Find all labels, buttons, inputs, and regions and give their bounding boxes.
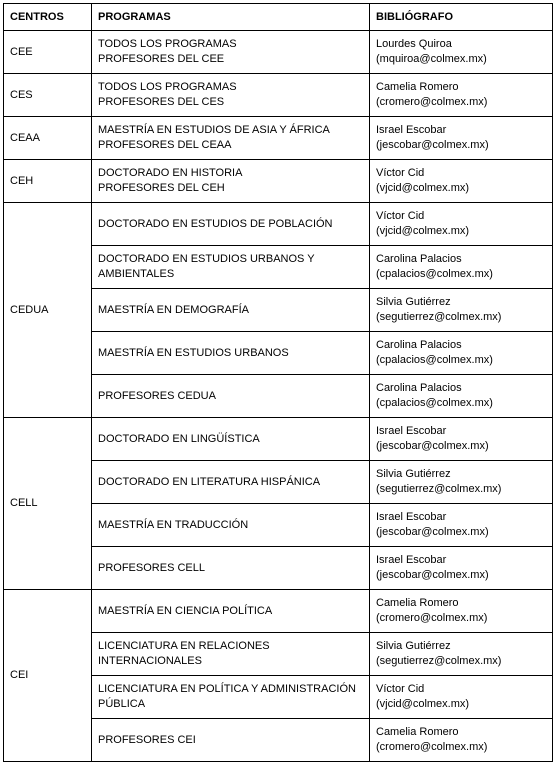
- bibliografo-cell: [370, 461, 553, 504]
- header-row: [4, 4, 553, 31]
- bibliografo-name: Víctor Cid: [376, 683, 425, 695]
- bibliografo-cell: [370, 246, 553, 289]
- bibliografo-cell: [370, 203, 553, 246]
- bibliografo-email: (jescobar@colmex.mx): [376, 139, 489, 151]
- bibliografo-cell: [370, 74, 553, 117]
- table-row: [4, 418, 553, 461]
- bibliografo-email: (cpalacios@colmex.mx): [376, 268, 493, 280]
- programa-cell: [92, 332, 370, 375]
- bibliografo-name: Carolina Palacios: [376, 382, 462, 394]
- programa-line: DOCTORADO EN ESTUDIOS URBANOS Y: [98, 253, 315, 265]
- bibliografo-email: (cromero@colmex.mx): [376, 612, 488, 624]
- bibliografo-cell: [370, 375, 553, 418]
- bibliografo-cell: [370, 590, 553, 633]
- programa-cell: [92, 719, 370, 762]
- programa-cell: [92, 203, 370, 246]
- bibliografo-email: (vjcid@colmex.mx): [376, 225, 470, 237]
- bibliografo-email: (jescobar@colmex.mx): [376, 526, 489, 538]
- programa-line: LICENCIATURA EN POLÍTICA Y ADMINISTRACIÓN: [98, 683, 356, 695]
- programa-line: PÚBLICA: [98, 698, 146, 710]
- bibliografo-name: Silvia Gutiérrez: [376, 640, 451, 652]
- bibliografo-cell: [370, 332, 553, 375]
- centro-cell: CEE: [4, 31, 92, 74]
- programa-line: MAESTRÍA EN ESTUDIOS DE ASIA Y ÁFRICA: [98, 124, 330, 136]
- bibliografo-name: Israel Escobar: [376, 554, 447, 566]
- table-body: [4, 31, 553, 762]
- programa-line: AMBIENTALES: [98, 268, 175, 280]
- programa-cell: [92, 504, 370, 547]
- programa-line: LICENCIATURA EN RELACIONES: [98, 640, 270, 652]
- bibliografo-cell: [370, 719, 553, 762]
- table-row: [4, 203, 553, 246]
- programa-line: MAESTRÍA EN ESTUDIOS URBANOS: [98, 346, 289, 359]
- bibliografo-cell: [370, 676, 553, 719]
- centro-cell: CEH: [4, 160, 92, 203]
- programa-line: PROFESORES DEL CES: [98, 96, 225, 108]
- programa-line: PROFESORES DEL CEH: [98, 182, 225, 194]
- bibliografo-name: Carolina Palacios: [376, 339, 462, 351]
- bibliografo-cell: [370, 418, 553, 461]
- bibliografo-email: (segutierrez@colmex.mx): [376, 483, 502, 495]
- programa-line: PROFESORES DEL CEE: [98, 53, 225, 65]
- bibliografo-name: Carolina Palacios: [376, 253, 462, 265]
- programa-cell: [92, 418, 370, 461]
- table-row: [4, 31, 553, 74]
- bibliographers-table: [3, 3, 553, 762]
- bibliografo-name: Israel Escobar: [376, 425, 447, 437]
- bibliografo-email: (jescobar@colmex.mx): [376, 440, 489, 452]
- programa-line: DOCTORADO EN HISTORIA: [98, 167, 243, 179]
- bibliografo-email: (jescobar@colmex.mx): [376, 569, 489, 581]
- bibliografo-email: (cpalacios@colmex.mx): [376, 397, 493, 409]
- bibliografo-name: Camelia Romero: [376, 597, 459, 609]
- programa-line: TODOS LOS PROGRAMAS: [98, 81, 237, 93]
- bibliografo-name: Silvia Gutiérrez: [376, 296, 451, 308]
- bibliografo-cell: [370, 504, 553, 547]
- programa-line: DOCTORADO EN ESTUDIOS DE POBLACIÓN: [98, 217, 333, 230]
- programa-cell: [92, 74, 370, 117]
- header-programas: PROGRAMAS: [92, 4, 370, 31]
- bibliografo-cell: [370, 547, 553, 590]
- bibliografo-name: Lourdes Quiroa: [376, 38, 452, 50]
- header-centros: CENTROS: [4, 4, 92, 31]
- bibliografo-cell: [370, 160, 553, 203]
- header-bibliografo: BIBLIÓGRAFO: [370, 4, 553, 31]
- bibliografo-cell: [370, 31, 553, 74]
- bibliografo-cell: [370, 289, 553, 332]
- programa-line: MAESTRÍA EN DEMOGRAFÍA: [98, 303, 249, 316]
- programa-cell: [92, 246, 370, 289]
- bibliografo-email: (mquiroa@colmex.mx): [376, 53, 487, 65]
- bibliografo-email: (vjcid@colmex.mx): [376, 698, 470, 710]
- table-row: [4, 160, 553, 203]
- bibliografo-name: Camelia Romero: [376, 81, 459, 93]
- programa-line: PROFESORES CELL: [98, 561, 205, 574]
- programa-line: TODOS LOS PROGRAMAS: [98, 38, 237, 50]
- table-row: [4, 117, 553, 160]
- programa-cell: [92, 547, 370, 590]
- programa-line: MAESTRÍA EN TRADUCCIÓN: [98, 518, 249, 531]
- programa-cell: [92, 31, 370, 74]
- bibliografo-name: Silvia Gutiérrez: [376, 468, 451, 480]
- table-row: [4, 74, 553, 117]
- programa-cell: [92, 461, 370, 504]
- programa-line: INTERNACIONALES: [98, 655, 202, 667]
- bibliografo-email: (cromero@colmex.mx): [376, 741, 488, 753]
- programa-cell: [92, 633, 370, 676]
- bibliografo-email: (segutierrez@colmex.mx): [376, 311, 502, 323]
- centro-cell: CEDUA: [4, 203, 92, 418]
- programa-cell: [92, 590, 370, 633]
- programa-cell: [92, 375, 370, 418]
- programa-line: PROFESORES CEDUA: [98, 389, 216, 402]
- bibliografo-cell: [370, 117, 553, 160]
- centro-cell: CEAA: [4, 117, 92, 160]
- bibliografo-name: Israel Escobar: [376, 124, 447, 136]
- bibliografo-email: (segutierrez@colmex.mx): [376, 655, 502, 667]
- programa-cell: [92, 117, 370, 160]
- table-row: [4, 590, 553, 633]
- bibliografo-name: Víctor Cid: [376, 167, 425, 179]
- bibliografo-name: Camelia Romero: [376, 726, 459, 738]
- bibliografo-name: Víctor Cid: [376, 210, 425, 222]
- programa-line: PROFESORES DEL CEAA: [98, 139, 232, 151]
- centro-cell: CES: [4, 74, 92, 117]
- bibliografo-name: Israel Escobar: [376, 511, 447, 523]
- programa-line: PROFESORES CEI: [98, 733, 196, 746]
- centro-cell: CELL: [4, 418, 92, 590]
- bibliografo-email: (cromero@colmex.mx): [376, 96, 488, 108]
- programa-line: DOCTORADO EN LINGÜÍSTICA: [98, 432, 260, 445]
- centro-cell: CEI: [4, 590, 92, 762]
- bibliografo-email: (cpalacios@colmex.mx): [376, 354, 493, 366]
- bibliografo-email: (vjcid@colmex.mx): [376, 182, 470, 194]
- bibliografo-cell: [370, 633, 553, 676]
- programa-line: MAESTRÍA EN CIENCIA POLÍTICA: [98, 604, 273, 617]
- programa-cell: [92, 289, 370, 332]
- programa-line: DOCTORADO EN LITERATURA HISPÁNICA: [98, 475, 321, 488]
- programa-cell: [92, 676, 370, 719]
- programa-cell: [92, 160, 370, 203]
